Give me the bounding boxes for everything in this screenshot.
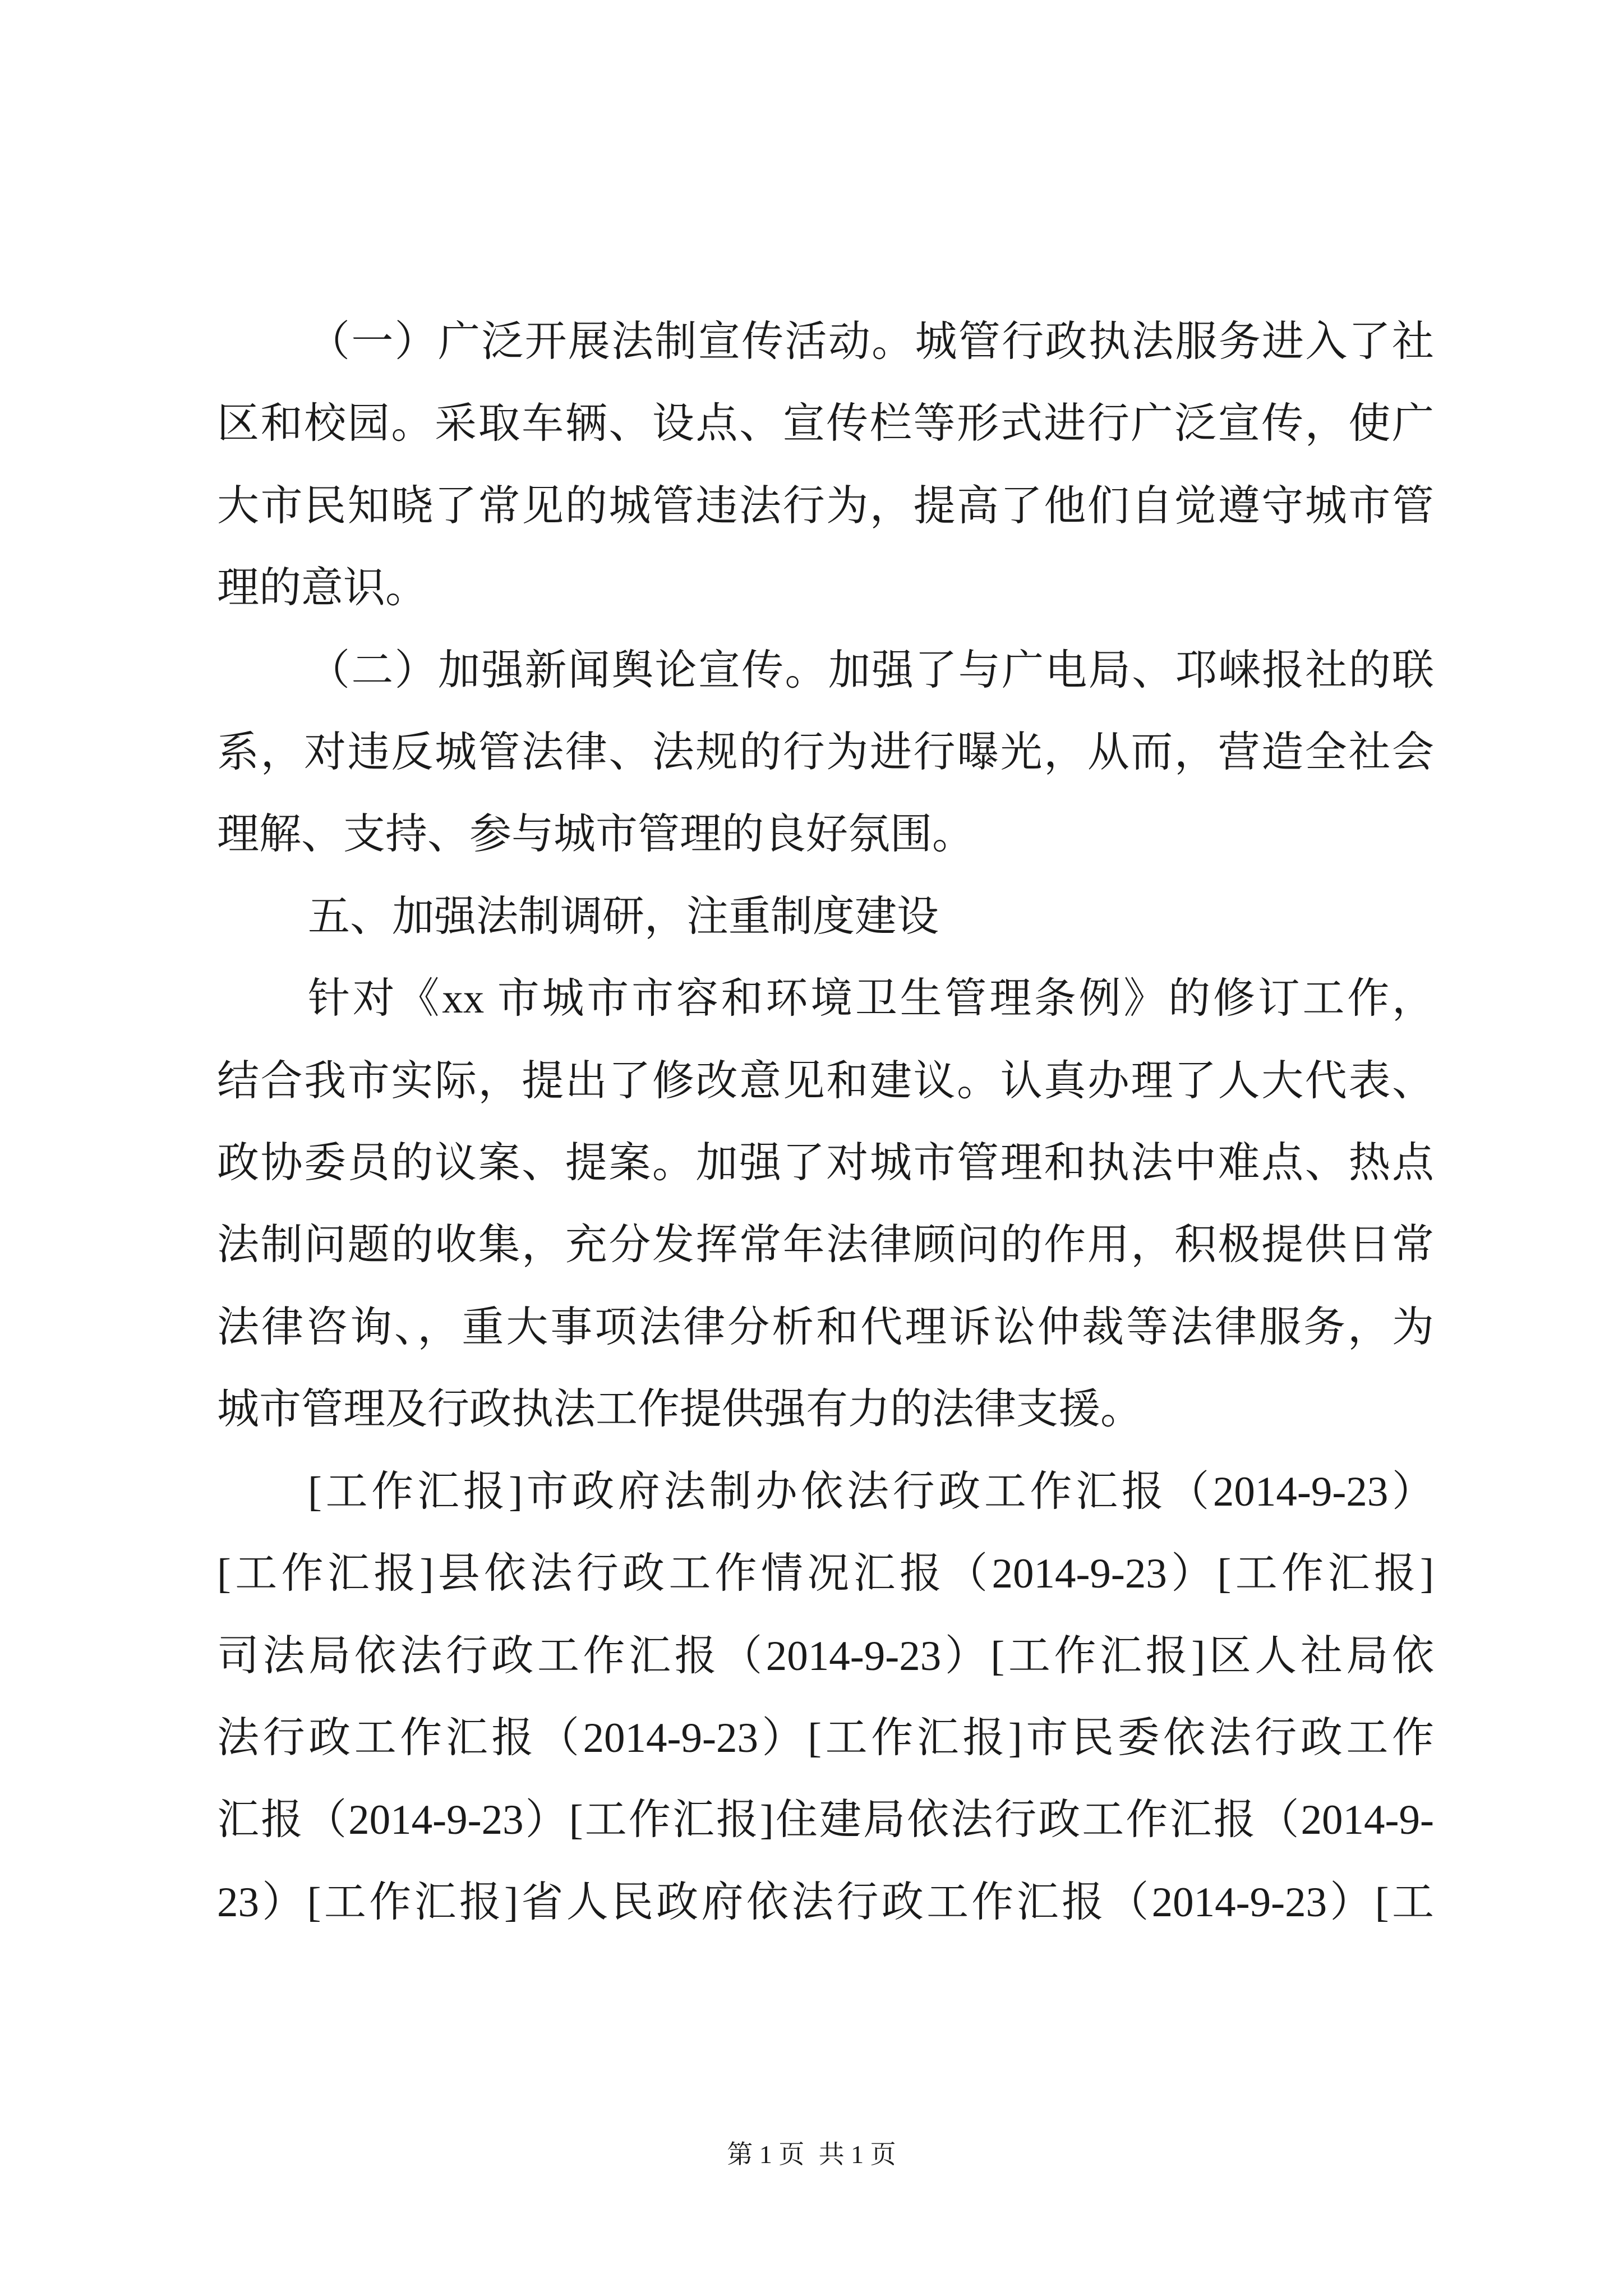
text-line: 系，对违反城管法律、法规的行为进行曝光，从而，营造全社会	[217, 729, 1434, 776]
text-line: 理解、支持、参与城市管理的良好氛围。	[217, 811, 975, 858]
text-line: 大市民知晓了常见的城管违法行为，提高了他们自觉遵守城市管	[217, 482, 1434, 530]
text-line: 法律咨询、，重大事项法律分析和代理诉讼仲裁等法律服务，为	[217, 1304, 1434, 1351]
page-total-label: 共 1 页	[818, 2140, 896, 2169]
text-line: （二）加强新闻舆论宣传。加强了与广电局、邛崃报社的联	[308, 647, 1434, 694]
text-line: 针对《xx 市城市市容和环境卫生管理条例》的修订工作，	[308, 976, 1434, 1023]
page-number-label: 第 1 页	[727, 2140, 805, 2169]
text-line: 区和校园。采取车辆、设点、宣传栏等形式进行广泛宣传，使广	[217, 401, 1434, 448]
text-line: 理的意识。	[217, 565, 428, 612]
text-line: 司法局依法行政工作汇报（2014-9-23）[工作汇报]区人社局依	[217, 1632, 1434, 1680]
page-footer	[0, 2136, 1623, 2173]
text-line: [工作汇报]市政府法制办依法行政工作汇报（2014-9-23）	[308, 1468, 1434, 1515]
paragraph	[217, 301, 1434, 630]
text-line: [工作汇报]县依法行政工作情况汇报（2014-9-23）[工作汇报]	[217, 1550, 1434, 1598]
text-line: 23）[工作汇报]省人民政府依法行政工作汇报（2014-9-23）[工	[217, 1879, 1434, 1926]
paragraph	[217, 630, 1434, 876]
text-line: 法行政工作汇报（2014-9-23）[工作汇报]市民委依法行政工作	[217, 1714, 1434, 1761]
text-line: 政协委员的议案、提案。加强了对城市管理和执法中难点、热点	[217, 1140, 1434, 1187]
section-heading-text: 五、加强法制调研，注重制度建设	[308, 893, 939, 940]
section-heading	[217, 876, 1434, 958]
text-line: 结合我市实际，提出了修改意见和建议。认真办理了人大代表、	[217, 1057, 1434, 1105]
paragraph	[217, 958, 1434, 1451]
paragraph	[217, 1451, 1434, 1944]
text-line: 城市管理及行政执法工作提供强有力的法律支援。	[217, 1386, 1143, 1433]
document-body	[217, 301, 1434, 1944]
text-line: （一）广泛开展法制宣传活动。城管行政执法服务进入了社	[308, 319, 1434, 365]
text-line: 汇报（2014-9-23）[工作汇报]住建局依法行政工作汇报（2014-9-	[217, 1797, 1434, 1844]
text-line: 法制问题的收集，充分发挥常年法律顾问的作用，积极提供日常	[217, 1222, 1434, 1269]
